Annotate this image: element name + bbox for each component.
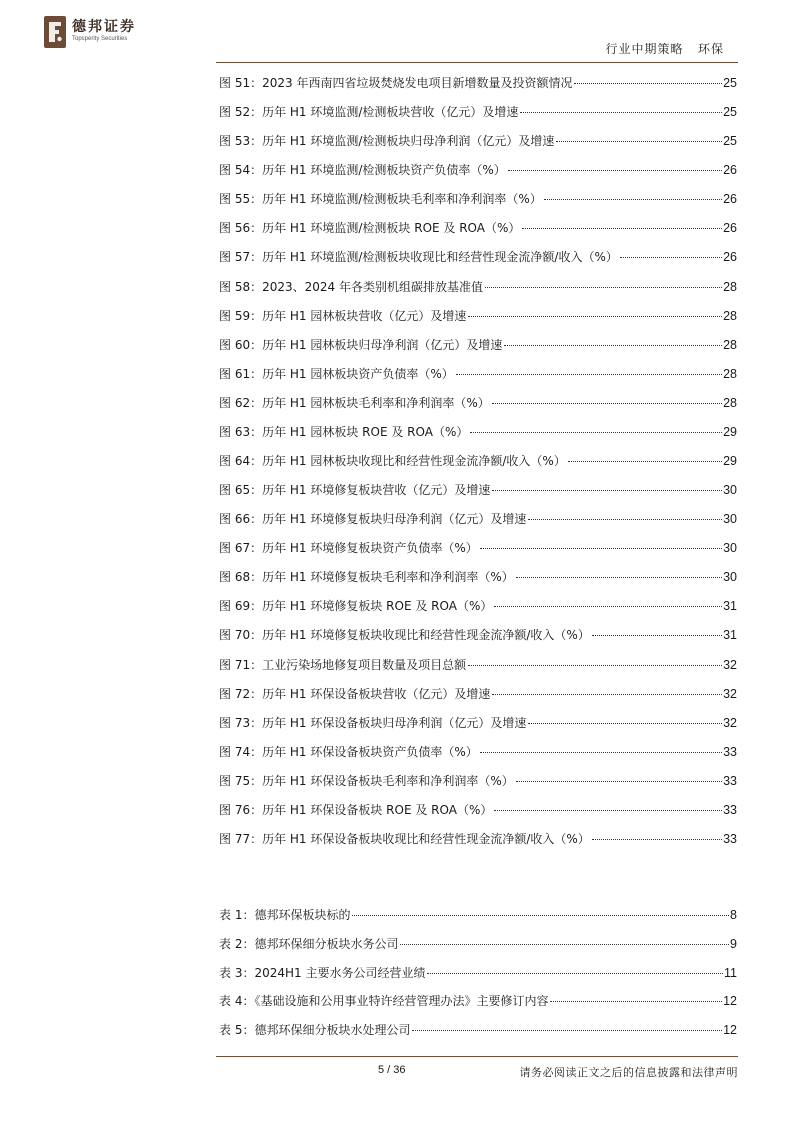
figure-toc-entry[interactable] [219, 248, 737, 277]
dot-leader [480, 752, 722, 753]
brand-name-en: Topsperity Securities [72, 36, 128, 42]
figure-toc-entry-page: 29 [723, 454, 737, 469]
figure-toc-entry-page: 28 [723, 395, 737, 410]
dot-leader [480, 548, 722, 549]
figure-toc-entry[interactable] [219, 190, 737, 219]
table-toc-entry-label: 表 2：德邦环保细分板块水务公司 [219, 936, 399, 951]
figure-toc-entry[interactable] [219, 743, 737, 772]
figure-toc-entry-page: 26 [723, 192, 737, 207]
table-toc-entry-label: 表 3：2024H1 主要水务公司经营业绩 [219, 965, 426, 980]
figure-toc-entry-page: 26 [723, 250, 737, 265]
figure-toc-entry-label: 图 61：历年 H1 园林板块资产负债率（%） [219, 366, 454, 381]
figure-toc-entry-label: 图 68：历年 H1 环境修复板块毛利率和净利润率（%） [219, 570, 514, 585]
dot-leader [494, 606, 722, 607]
deppon-logo-icon [44, 16, 66, 48]
table-toc-entry[interactable] [219, 992, 737, 1021]
dot-leader [592, 839, 722, 840]
table-toc-entry[interactable] [219, 1021, 737, 1050]
table-toc-entry-page: 12 [723, 1023, 737, 1038]
report-type: 行业中期策略 [605, 42, 684, 56]
figure-toc-entry-label: 图 63：历年 H1 园林板块 ROE 及 ROA（%） [219, 424, 469, 439]
figure-toc-entry-page: 33 [723, 744, 737, 759]
figure-toc-entry[interactable] [219, 365, 737, 394]
figure-toc-entry-page: 28 [723, 308, 737, 323]
figure-toc-entry-page: 29 [723, 424, 737, 439]
figure-toc-entry-page: 25 [723, 105, 737, 120]
figure-toc-entry[interactable] [219, 626, 737, 655]
figure-toc-entry[interactable] [219, 103, 737, 132]
figure-toc-entry[interactable] [219, 539, 737, 568]
figure-toc-entry-label: 图 71：工业污染场地修复项目数量及项目总额 [219, 657, 467, 672]
figure-toc-entry[interactable] [219, 74, 737, 103]
figure-toc-entry-page: 32 [723, 657, 737, 672]
figure-toc-entry[interactable] [219, 801, 737, 830]
figure-toc-entry-label: 图 55：历年 H1 环境监测/检测板块毛利率和净利润率（%） [219, 192, 542, 207]
dot-leader [508, 170, 722, 171]
dot-leader [504, 345, 722, 346]
dot-leader [620, 257, 722, 258]
table-toc-entry-page: 8 [730, 908, 737, 922]
page-number: 5 / 36 [378, 1064, 406, 1076]
figure-toc-entry-page: 26 [723, 163, 737, 178]
figure-toc-entry-page: 30 [723, 541, 737, 556]
figure-toc-entry-label: 图 59：历年 H1 园林板块营收（亿元）及增速 [219, 308, 467, 323]
table-toc-entry-label: 表 4：《基础设施和公用事业特许经营管理办法》主要修订内容 [219, 994, 549, 1009]
figure-toc-entry-label: 图 65：历年 H1 环境修复板块营收（亿元）及增速 [219, 483, 491, 498]
figure-toc-entry-label: 图 69：历年 H1 环境修复板块 ROE 及 ROA（%） [219, 599, 493, 614]
dot-leader [427, 973, 723, 974]
figure-toc-entry-page: 28 [723, 337, 737, 352]
figure-toc-entry[interactable] [219, 307, 737, 336]
legal-disclaimer: 请务必阅读正文之后的信息披露和法律声明 [519, 1066, 738, 1079]
dot-leader [400, 944, 729, 945]
table-toc-entry[interactable] [219, 964, 737, 993]
figure-toc-entry-page: 25 [723, 76, 737, 90]
figure-toc-entry[interactable] [219, 481, 737, 510]
report-sector: 环保 [697, 42, 724, 56]
figure-toc-entry-page: 30 [723, 512, 737, 527]
figure-toc-entry-label: 图 66：历年 H1 环境修复板块归母净利润（亿元）及增速 [219, 512, 527, 527]
dot-leader [485, 287, 722, 288]
figure-toc-entry-label: 图 77：历年 H1 环保设备板块收现比和经营性现金流净额/收入（%） [219, 832, 590, 847]
figure-toc-entry-label: 图 56：历年 H1 环境监测/检测板块 ROE 及 ROA（%） [219, 221, 521, 236]
dot-leader [556, 141, 722, 142]
dot-leader [470, 432, 722, 433]
figure-toc-entry[interactable] [219, 714, 737, 743]
brand-name: 德邦证券 [72, 19, 136, 35]
table-toc-entry[interactable] [219, 906, 737, 935]
figure-toc-entry-label: 图 54：历年 H1 环境监测/检测板块资产负债率（%） [219, 163, 506, 178]
figure-toc-entry-label: 图 72：历年 H1 环保设备板块营收（亿元）及增速 [219, 686, 491, 701]
figure-toc-entry-label: 图 57：历年 H1 环境监测/检测板块收现比和经营性现金流净额/收入（%） [219, 250, 618, 265]
figure-toc-entry[interactable] [219, 278, 737, 307]
figure-toc-entry-label: 图 51：2023 年西南四省垃圾焚烧发电项目新增数量及投资额情况 [219, 76, 573, 90]
figure-toc-entry-page: 25 [723, 134, 737, 149]
figure-toc-entry-page: 30 [723, 483, 737, 498]
figure-toc-entry-page: 33 [723, 832, 737, 847]
figure-toc-entry[interactable] [219, 161, 737, 190]
figure-toc-entry[interactable] [219, 772, 737, 801]
dot-leader [516, 781, 722, 782]
dot-leader [592, 635, 722, 636]
dot-leader [520, 112, 722, 113]
dot-leader [412, 1030, 722, 1031]
figure-toc-entry-label: 图 76：历年 H1 环保设备板块 ROE 及 ROA（%） [219, 802, 493, 817]
figure-toc-entry[interactable] [219, 452, 737, 481]
figure-toc-entry-label: 图 70：历年 H1 环境修复板块收现比和经营性现金流净额/收入（%） [219, 628, 590, 643]
dot-leader [574, 83, 722, 84]
figure-toc-entry-label: 图 73：历年 H1 环保设备板块归母净利润（亿元）及增速 [219, 715, 527, 730]
figure-toc-entry-page: 33 [723, 802, 737, 817]
table-toc-entry-page: 11 [724, 965, 737, 980]
table-toc-entry-page: 9 [730, 936, 737, 951]
figure-toc-entry[interactable] [219, 830, 737, 859]
dot-leader [468, 316, 722, 317]
figure-toc-entry-label: 图 74：历年 H1 环保设备板块资产负债率（%） [219, 744, 478, 759]
figure-toc-entry-page: 31 [723, 628, 737, 643]
figure-toc-entry-label: 图 53：历年 H1 环境监测/检测板块归母净利润（亿元）及增速 [219, 134, 555, 149]
figure-toc-entry[interactable] [219, 423, 737, 452]
figure-toc-entry[interactable] [219, 510, 737, 539]
dot-leader [352, 915, 729, 916]
figure-toc-entry[interactable] [219, 394, 737, 423]
dot-leader [528, 519, 722, 520]
dot-leader [492, 490, 722, 491]
figure-toc-entry-label: 图 52：历年 H1 环境监测/检测板块营收（亿元）及增速 [219, 105, 519, 120]
dot-leader [544, 199, 722, 200]
report-category [606, 40, 724, 57]
table-toc-entry[interactable] [219, 935, 737, 964]
table-index [219, 906, 737, 1050]
figure-toc-entry-page: 30 [723, 570, 737, 585]
figure-toc-entry-page: 28 [723, 279, 737, 294]
figure-toc-entry[interactable] [219, 132, 737, 161]
table-toc-entry-page: 12 [723, 994, 737, 1009]
dot-leader [456, 374, 722, 375]
figure-toc-entry-label: 图 58：2023、2024 年各类别机组碳排放基准值 [219, 279, 483, 294]
figure-toc-entry-page: 28 [723, 366, 737, 381]
dot-leader [568, 461, 722, 462]
table-toc-entry-label: 表 5：德邦环保细分板块水处理公司 [219, 1023, 411, 1038]
dot-leader [494, 810, 722, 811]
table-toc-entry-label: 表 1：德邦环保板块标的 [219, 908, 351, 922]
figure-toc-entry-page: 32 [723, 715, 737, 730]
page-header [0, 0, 794, 62]
footer-divider [216, 1056, 738, 1057]
dot-leader [550, 1001, 722, 1002]
dot-leader [492, 403, 722, 404]
figure-index [219, 74, 737, 859]
figure-toc-entry-page: 32 [723, 686, 737, 701]
figure-toc-entry-label: 图 75：历年 H1 环保设备板块毛利率和净利润率（%） [219, 773, 514, 788]
dot-leader [522, 228, 722, 229]
header-divider [216, 62, 738, 63]
figure-toc-entry[interactable] [219, 336, 737, 365]
dot-leader [468, 665, 722, 666]
figure-toc-entry-label: 图 67：历年 H1 环境修复板块资产负债率（%） [219, 541, 478, 556]
dot-leader [528, 723, 722, 724]
figure-toc-entry-page: 26 [723, 221, 737, 236]
dot-leader [516, 577, 722, 578]
figure-toc-entry-label: 图 62：历年 H1 园林板块毛利率和净利润率（%） [219, 395, 490, 410]
figure-toc-entry-label: 图 60：历年 H1 园林板块归母净利润（亿元）及增速 [219, 337, 503, 352]
figure-toc-entry[interactable] [219, 597, 737, 626]
figure-toc-entry[interactable] [219, 568, 737, 597]
figure-toc-entry-label: 图 64：历年 H1 园林板块收现比和经营性现金流净额/收入（%） [219, 454, 566, 469]
figure-toc-entry[interactable] [219, 685, 737, 714]
figure-toc-entry-page: 33 [723, 773, 737, 788]
figure-toc-entry[interactable] [219, 656, 737, 685]
figure-toc-entry-page: 31 [723, 599, 737, 614]
dot-leader [492, 694, 722, 695]
figure-toc-entry[interactable] [219, 219, 737, 248]
